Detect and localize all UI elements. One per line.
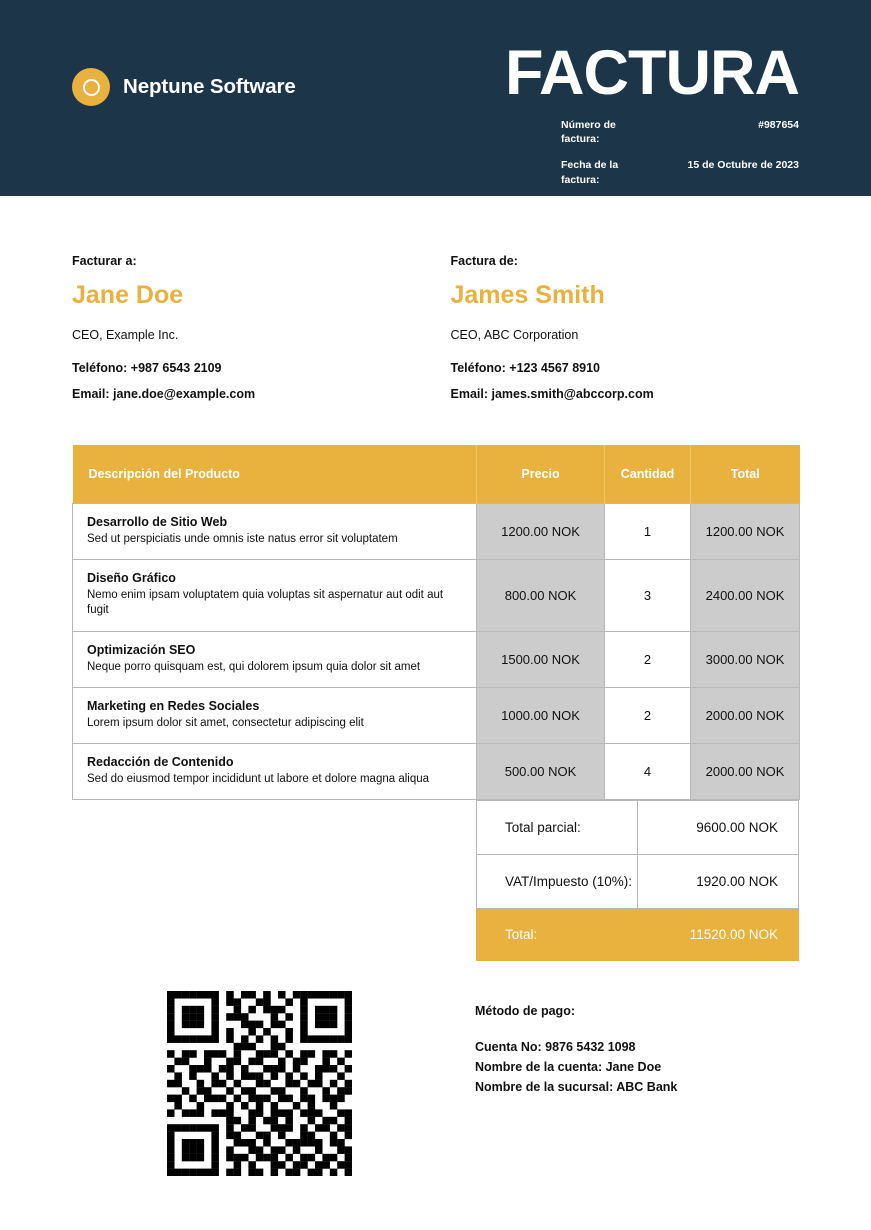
table-row — [73, 504, 800, 560]
qr-code-icon — [167, 991, 352, 1176]
bill-to-name: Jane Doe — [72, 281, 184, 309]
table-row — [73, 687, 800, 743]
cell-description — [73, 560, 477, 631]
item-title: Marketing en Redes Sociales — [87, 698, 260, 713]
bill-to-email: Email: jane.doe@example.com — [72, 386, 256, 401]
item-title: Desarrollo de Sitio Web — [87, 515, 228, 529]
tax-label: VAT/Impuesto (10%): — [477, 855, 638, 909]
column-header-quantity: Cantidad — [605, 445, 691, 504]
bill-from-name: James Smith — [450, 281, 605, 309]
cell-price: 500.00 NOK — [477, 743, 605, 799]
cell-price: 800.00 NOK — [477, 560, 605, 631]
cell-quantity: 1 — [605, 504, 691, 560]
brand-name: Neptune Software — [123, 75, 296, 98]
summary-wrapper — [0, 800, 871, 961]
payment-branch-name: Nombre de la sucursal: ABC Bank — [475, 1080, 678, 1095]
cell-price: 1500.00 NOK — [477, 631, 605, 687]
cell-total: 2000.00 NOK — [691, 743, 800, 799]
bill-from-email: Email: james.smith@abccorp.com — [450, 386, 654, 401]
cell-quantity: 4 — [605, 743, 691, 799]
column-header-description: Descripción del Producto — [73, 445, 477, 504]
invoice-header — [0, 0, 871, 196]
parties-section — [0, 196, 871, 413]
summary-row-tax — [477, 855, 799, 909]
invoice-date-label: Fecha de la factura: — [561, 159, 619, 186]
cell-price: 1000.00 NOK — [477, 687, 605, 743]
items-header-row — [73, 445, 800, 504]
cell-quantity: 2 — [605, 631, 691, 687]
footer-section — [0, 991, 871, 1171]
bill-to-role: CEO, Example Inc. — [72, 327, 179, 342]
brand-logo — [72, 68, 296, 106]
cell-total: 1200.00 NOK — [691, 504, 800, 560]
column-header-total: Total — [691, 445, 800, 504]
cell-total: 3000.00 NOK — [691, 631, 800, 687]
items-table-head — [73, 445, 800, 504]
grand-total-value: 11520.00 NOK — [638, 909, 799, 961]
page-title: FACTURA — [505, 38, 799, 108]
payment-heading: Método de pago: — [475, 1004, 575, 1019]
invoice-number-row — [561, 118, 799, 146]
tax-value: 1920.00 NOK — [638, 855, 799, 909]
bill-from-heading: Factura de: — [450, 254, 518, 268]
cell-quantity: 2 — [605, 687, 691, 743]
table-row — [73, 631, 800, 687]
cell-total: 2400.00 NOK — [691, 560, 800, 631]
bill-from-role: CEO, ABC Corporation — [450, 327, 579, 342]
payment-account-number: Cuenta No: 9876 5432 1098 — [475, 1040, 636, 1055]
summary-row-subtotal — [477, 801, 799, 855]
item-subtitle: Sed ut perspiciatis unde omnis iste natus error sit voluptatem — [87, 533, 398, 545]
table-row — [73, 743, 800, 799]
items-table-body — [73, 504, 800, 800]
summary-table — [476, 800, 799, 961]
column-header-price: Precio — [477, 445, 605, 504]
bill-to-block — [72, 254, 436, 413]
bill-from-phone: Teléfono: +123 4567 8910 — [450, 360, 601, 375]
bill-to-heading: Facturar a: — [72, 254, 137, 268]
invoice-date-row — [561, 158, 799, 186]
invoice-date-value: 15 de Octubre de 2023 — [687, 159, 799, 172]
summary-row-total — [477, 909, 799, 961]
item-subtitle: Lorem ipsum dolor sit amet, consectetur adipiscing elit — [87, 716, 364, 729]
cell-total: 2000.00 NOK — [691, 687, 800, 743]
cell-quantity: 3 — [605, 560, 691, 631]
subtotal-value: 9600.00 NOK — [638, 801, 799, 855]
items-table — [72, 445, 800, 801]
item-title: Diseño Gráfico — [87, 571, 176, 586]
cell-description — [73, 504, 477, 560]
item-subtitle: Sed do eiusmod tempor incididunt ut labore et dolore magna aliqua — [87, 772, 430, 785]
subtotal-label: Total parcial: — [477, 801, 638, 855]
cell-price: 1200.00 NOK — [477, 504, 605, 560]
item-title: Optimización SEO — [87, 642, 196, 657]
invoice-number-value: #987654 — [758, 119, 799, 131]
invoice-meta — [561, 118, 799, 199]
item-subtitle: Neque porro quisquam est, qui dolorem ipsum quia dolor sit amet — [87, 660, 421, 673]
payment-account-name: Nombre de la cuenta: Jane Doe — [475, 1060, 662, 1075]
invoice-number-label: Número de factura: — [561, 119, 616, 146]
cell-description — [73, 687, 477, 743]
circle-ring-icon — [72, 68, 110, 106]
item-subtitle: Nemo enim ipsam voluptatem quia voluptas sit aspernatur aut odit aut fugit — [87, 589, 444, 617]
cell-description — [73, 631, 477, 687]
bill-to-phone: Teléfono: +987 6543 2109 — [72, 360, 222, 375]
grand-total-label: Total: — [477, 909, 638, 961]
bill-from-block — [436, 254, 800, 413]
table-row — [73, 560, 800, 631]
payment-method-block — [475, 1004, 815, 1097]
item-title: Redacción de Contenido — [87, 754, 234, 769]
items-table-wrapper — [0, 413, 871, 801]
cell-description — [73, 743, 477, 799]
